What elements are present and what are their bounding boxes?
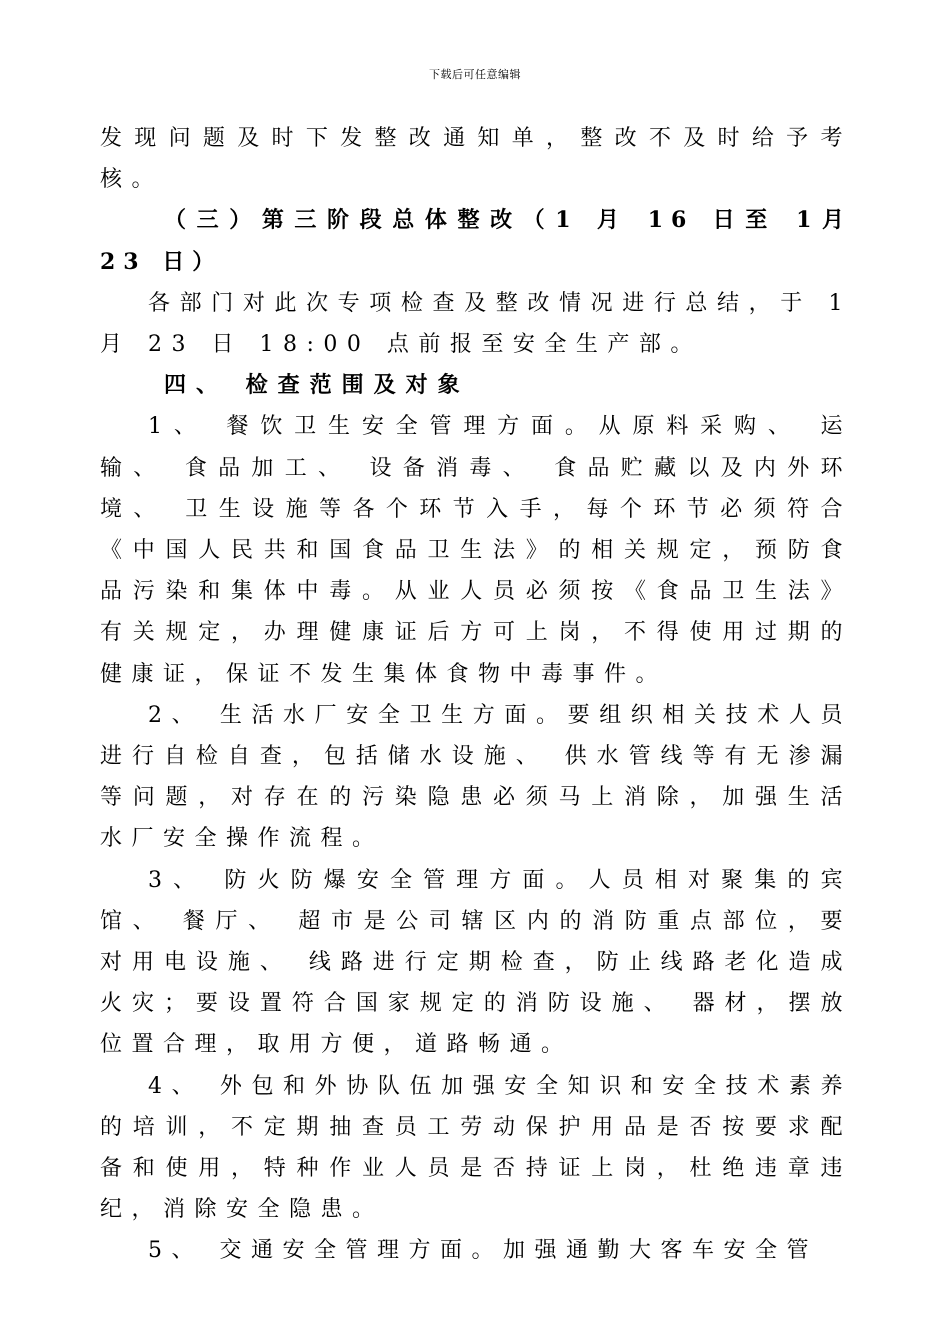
stage3-body: 各部门对此次专项检查及整改情况进行总结，于 1月 23 日 18:00 点前报至安全生产部。: [100, 290, 852, 358]
item-4-paragraph: 4、 外包和外协队伍加强安全知识和安全技术素养的培训，不定期抽查员工劳动保护用品是否按要求配备和使用，特种作业人员是否持证上岗，杜绝违章违纪，消除安全隐患。: [100, 1073, 852, 1223]
item-1-paragraph: 1、 餐饮卫生安全管理方面。从原料采购、 运输、 食品加工、 设备消毒、 食品贮藏以及内外环境、 卫生设施等各个环节入手，每个环节必须符合《中国人民共和国食品卫生法》的相关规定，预防食品污染和集体中毒。从业人员必须按《食品卫生法》有关规定，办理健康证后方可上岗，不得使用过期的健康证，保证不发生集体食物中毒事件。: [100, 414, 852, 687]
item-2-paragraph: 2、 生活水厂安全卫生方面。要组织相关技术人员进行自检自查，包括储水设施、 供水管线等有无渗漏等问题，对存在的污染隐患必须马上消除，加强生活水厂安全操作流程。: [100, 702, 852, 852]
item-5-paragraph: 5、 交通安全管理方面。加强通勤大客车安全管: [148, 1238, 818, 1264]
continuation-paragraph: 发现问题及时下发整改通知单，整改不及时给予考核。: [100, 126, 852, 193]
section4-heading: 四、 检查范围及对象: [164, 372, 470, 399]
header-note: 下载后可任意编辑: [429, 68, 521, 81]
item-3-paragraph: 3、 防火防爆安全管理方面。人员相对聚集的宾馆、 餐厅、 超市是公司辖区内的消防重点部位，要对用电设施、 线路进行定期检查，防止线路老化造成火灾；要设置符合国家规定的消防设施、 器材，摆放位置合理，取用方便，道路畅通。: [100, 867, 852, 1058]
stage3-heading: （三）第三阶段总体整改（1 月 16 日至 1月 23 日）: [100, 207, 852, 275]
document-body: [100, 118, 852, 1272]
